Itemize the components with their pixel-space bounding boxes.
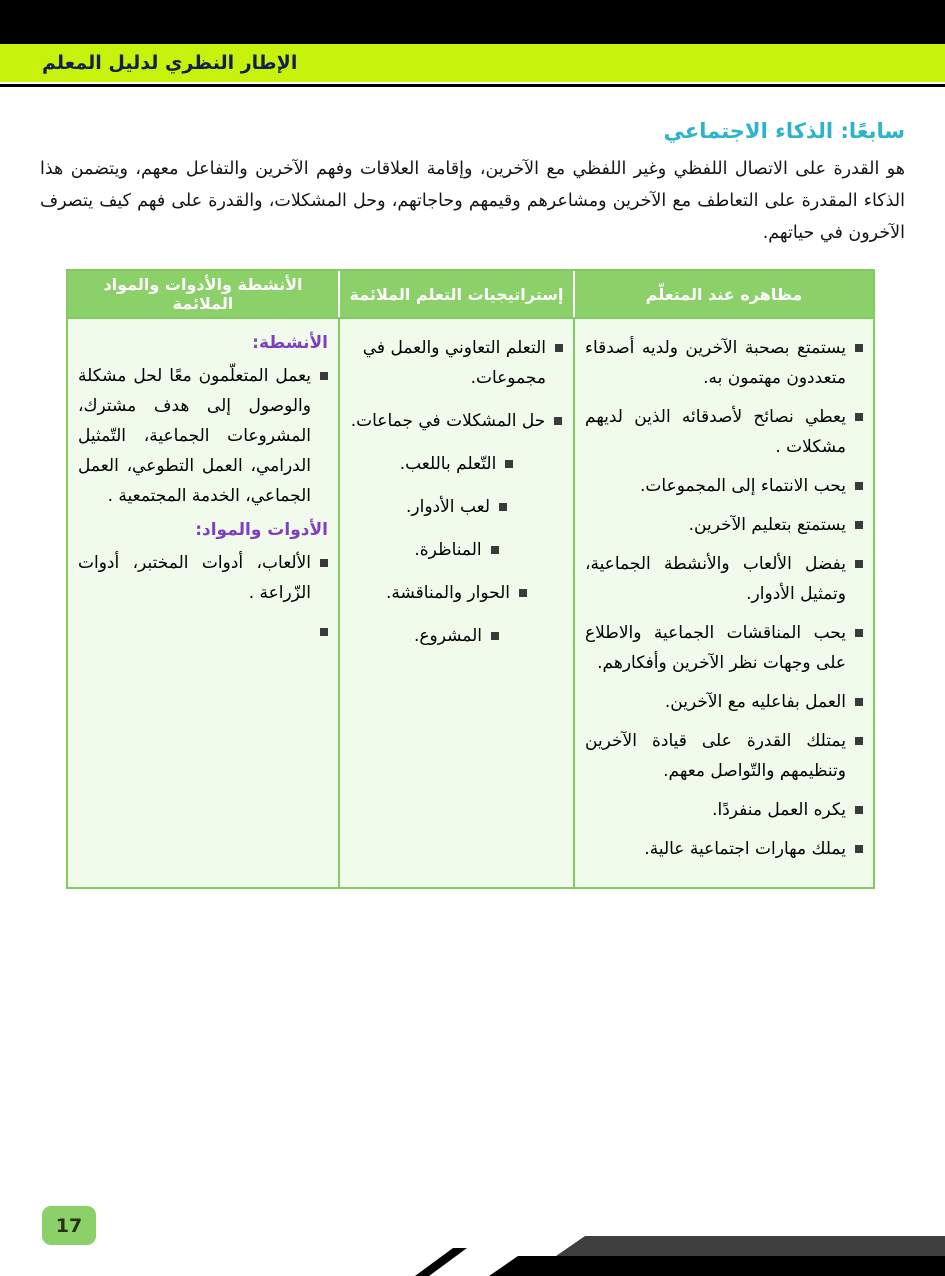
- list-item-text: لعب الأدوار.: [406, 497, 491, 517]
- strategies-cell: [338, 317, 573, 887]
- bullet-square-icon: [855, 413, 863, 421]
- list-item: [585, 333, 863, 393]
- table-header-strategies: إستراتيجيات التعلم الملائمة: [338, 271, 573, 317]
- bullet-square-icon: [855, 737, 863, 745]
- page-content: [0, 119, 945, 889]
- list-item: [350, 333, 563, 393]
- table-header-activities: الأنشطة والأدوات والمواد الملائمة: [68, 271, 338, 317]
- list-item: [585, 834, 863, 864]
- bullet-square-icon: [491, 632, 499, 640]
- intro-paragraph: هو القدرة على الاتصال اللفظي وغير اللفظي مع الآخرين، وإقامة العلاقات وفهم الآخرين والتفاعل معهم، ويتضمن هذا الذكاء المقدرة على التعاطف مع الآخرين ومشاعرهم وقيمهم وحاجاتهم، وحل المشكلات، والقدرة على فهم كيف يتصرف الآخرون في حياتهم.: [40, 159, 905, 243]
- bullet-square-icon: [519, 589, 527, 597]
- bullet-square-icon: [499, 503, 507, 511]
- list-item-text: يستمتع بتعليم الآخرين.: [688, 515, 846, 535]
- bullet-square-icon: [491, 546, 499, 554]
- list-item-text: يعمل المتعلّمون معًا لحل مشكلة والوصول إلى هدف مشترك، المشروعات الجماعية، التّمثيل الدرامي، العمل التطوعي، العمل الجماعي، الخدمة المجتمعية .: [78, 366, 311, 506]
- bullet-square-icon: [855, 482, 863, 490]
- list-item: [350, 578, 563, 608]
- list-item-text: يحب المناقشات الجماعية والاطلاع على وجهات نظر الآخرين وأفكارهم.: [585, 623, 846, 673]
- list-item-text: التّعلم باللعب.: [399, 454, 497, 474]
- activities-label: الأنشطة:: [252, 333, 328, 353]
- list-item-text: يكره العمل منفردًا.: [712, 800, 846, 820]
- list-item-text: يعطي نصائح لأصدقائه الذين لديهم مشكلات .: [585, 407, 846, 457]
- section-title: سابعًا: الذكاء الاجتماعي: [663, 119, 905, 143]
- list-item-text: يحب الانتماء إلى المجموعات.: [639, 476, 846, 496]
- list-item: [585, 618, 863, 678]
- table-header-manifestations: مظاهره عند المتعلّم: [573, 271, 873, 317]
- page-number: 17: [55, 1214, 83, 1237]
- list-item-text: يفضل الألعاب والأنشطة الجماعية، وتمثيل الأدوار.: [585, 554, 846, 604]
- bullet-square-icon: [505, 460, 513, 468]
- list-item: [78, 548, 328, 608]
- list-item-text: المناظرة.: [414, 540, 482, 560]
- footer-decoration: [0, 1230, 945, 1276]
- list-item-text: يملك مهارات اجتماعية عالية.: [644, 839, 846, 859]
- bullet-square-icon: [555, 344, 563, 352]
- table-header-row: [68, 271, 873, 317]
- footer-deco-black-band: [477, 1256, 945, 1276]
- bullet-square-icon: [554, 417, 562, 425]
- list-item: [585, 402, 863, 462]
- tools-label: الأدوات والمواد:: [195, 520, 328, 540]
- table-body-row: [68, 317, 873, 887]
- list-item-text: العمل بفاعليه مع الآخرين.: [664, 692, 846, 712]
- bullet-square-icon: [855, 698, 863, 706]
- activities-cell: [68, 317, 338, 887]
- top-black-bar: [0, 0, 945, 44]
- list-item: [350, 492, 563, 522]
- list-item: [585, 726, 863, 786]
- list-item-text: المشروع.: [413, 626, 483, 646]
- manifestations-cell: [573, 317, 873, 887]
- bullet-square-icon: [320, 559, 328, 567]
- header-title: الإطار النظري لدليل المعلم: [42, 52, 298, 74]
- list-item: [350, 535, 563, 565]
- bullet-square-icon: [855, 806, 863, 814]
- list-item: [350, 621, 563, 651]
- list-item: [78, 361, 328, 511]
- list-item-text: الحوار والمناقشة.: [385, 583, 511, 603]
- bullet-square-icon: [855, 344, 863, 352]
- list-item-text: يمتلك القدرة على قيادة الآخرين وتنظيمهم والتّواصل معهم.: [585, 731, 846, 781]
- intelligence-table: [66, 269, 875, 889]
- list-item-text: التعلم التعاوني والعمل في مجموعات.: [362, 338, 546, 388]
- footer-deco-slash: [415, 1248, 467, 1276]
- list-item: [350, 406, 563, 436]
- list-item: [585, 687, 863, 717]
- list-item: [585, 795, 863, 825]
- list-item-text: يستمتع بصحبة الآخرين ولديه أصدقاء متعددون مهتمون به.: [585, 338, 846, 388]
- header-band: [0, 44, 945, 82]
- header-rule: [0, 84, 945, 87]
- bullet-square-icon: [855, 845, 863, 853]
- list-item: [585, 471, 863, 501]
- bullet-square-icon: [855, 560, 863, 568]
- bullet-square-icon: [320, 628, 328, 636]
- list-item: [585, 549, 863, 609]
- bullet-square-icon: [855, 629, 863, 637]
- list-item-text: الألعاب، أدوات المختبر، أدوات الزّراعة .: [78, 553, 311, 603]
- list-item: [78, 617, 328, 636]
- list-item: [350, 449, 563, 479]
- list-item: [585, 510, 863, 540]
- bullet-square-icon: [320, 372, 328, 380]
- list-item-text: حل المشكلات في جماعات.: [350, 411, 546, 431]
- bullet-square-icon: [855, 521, 863, 529]
